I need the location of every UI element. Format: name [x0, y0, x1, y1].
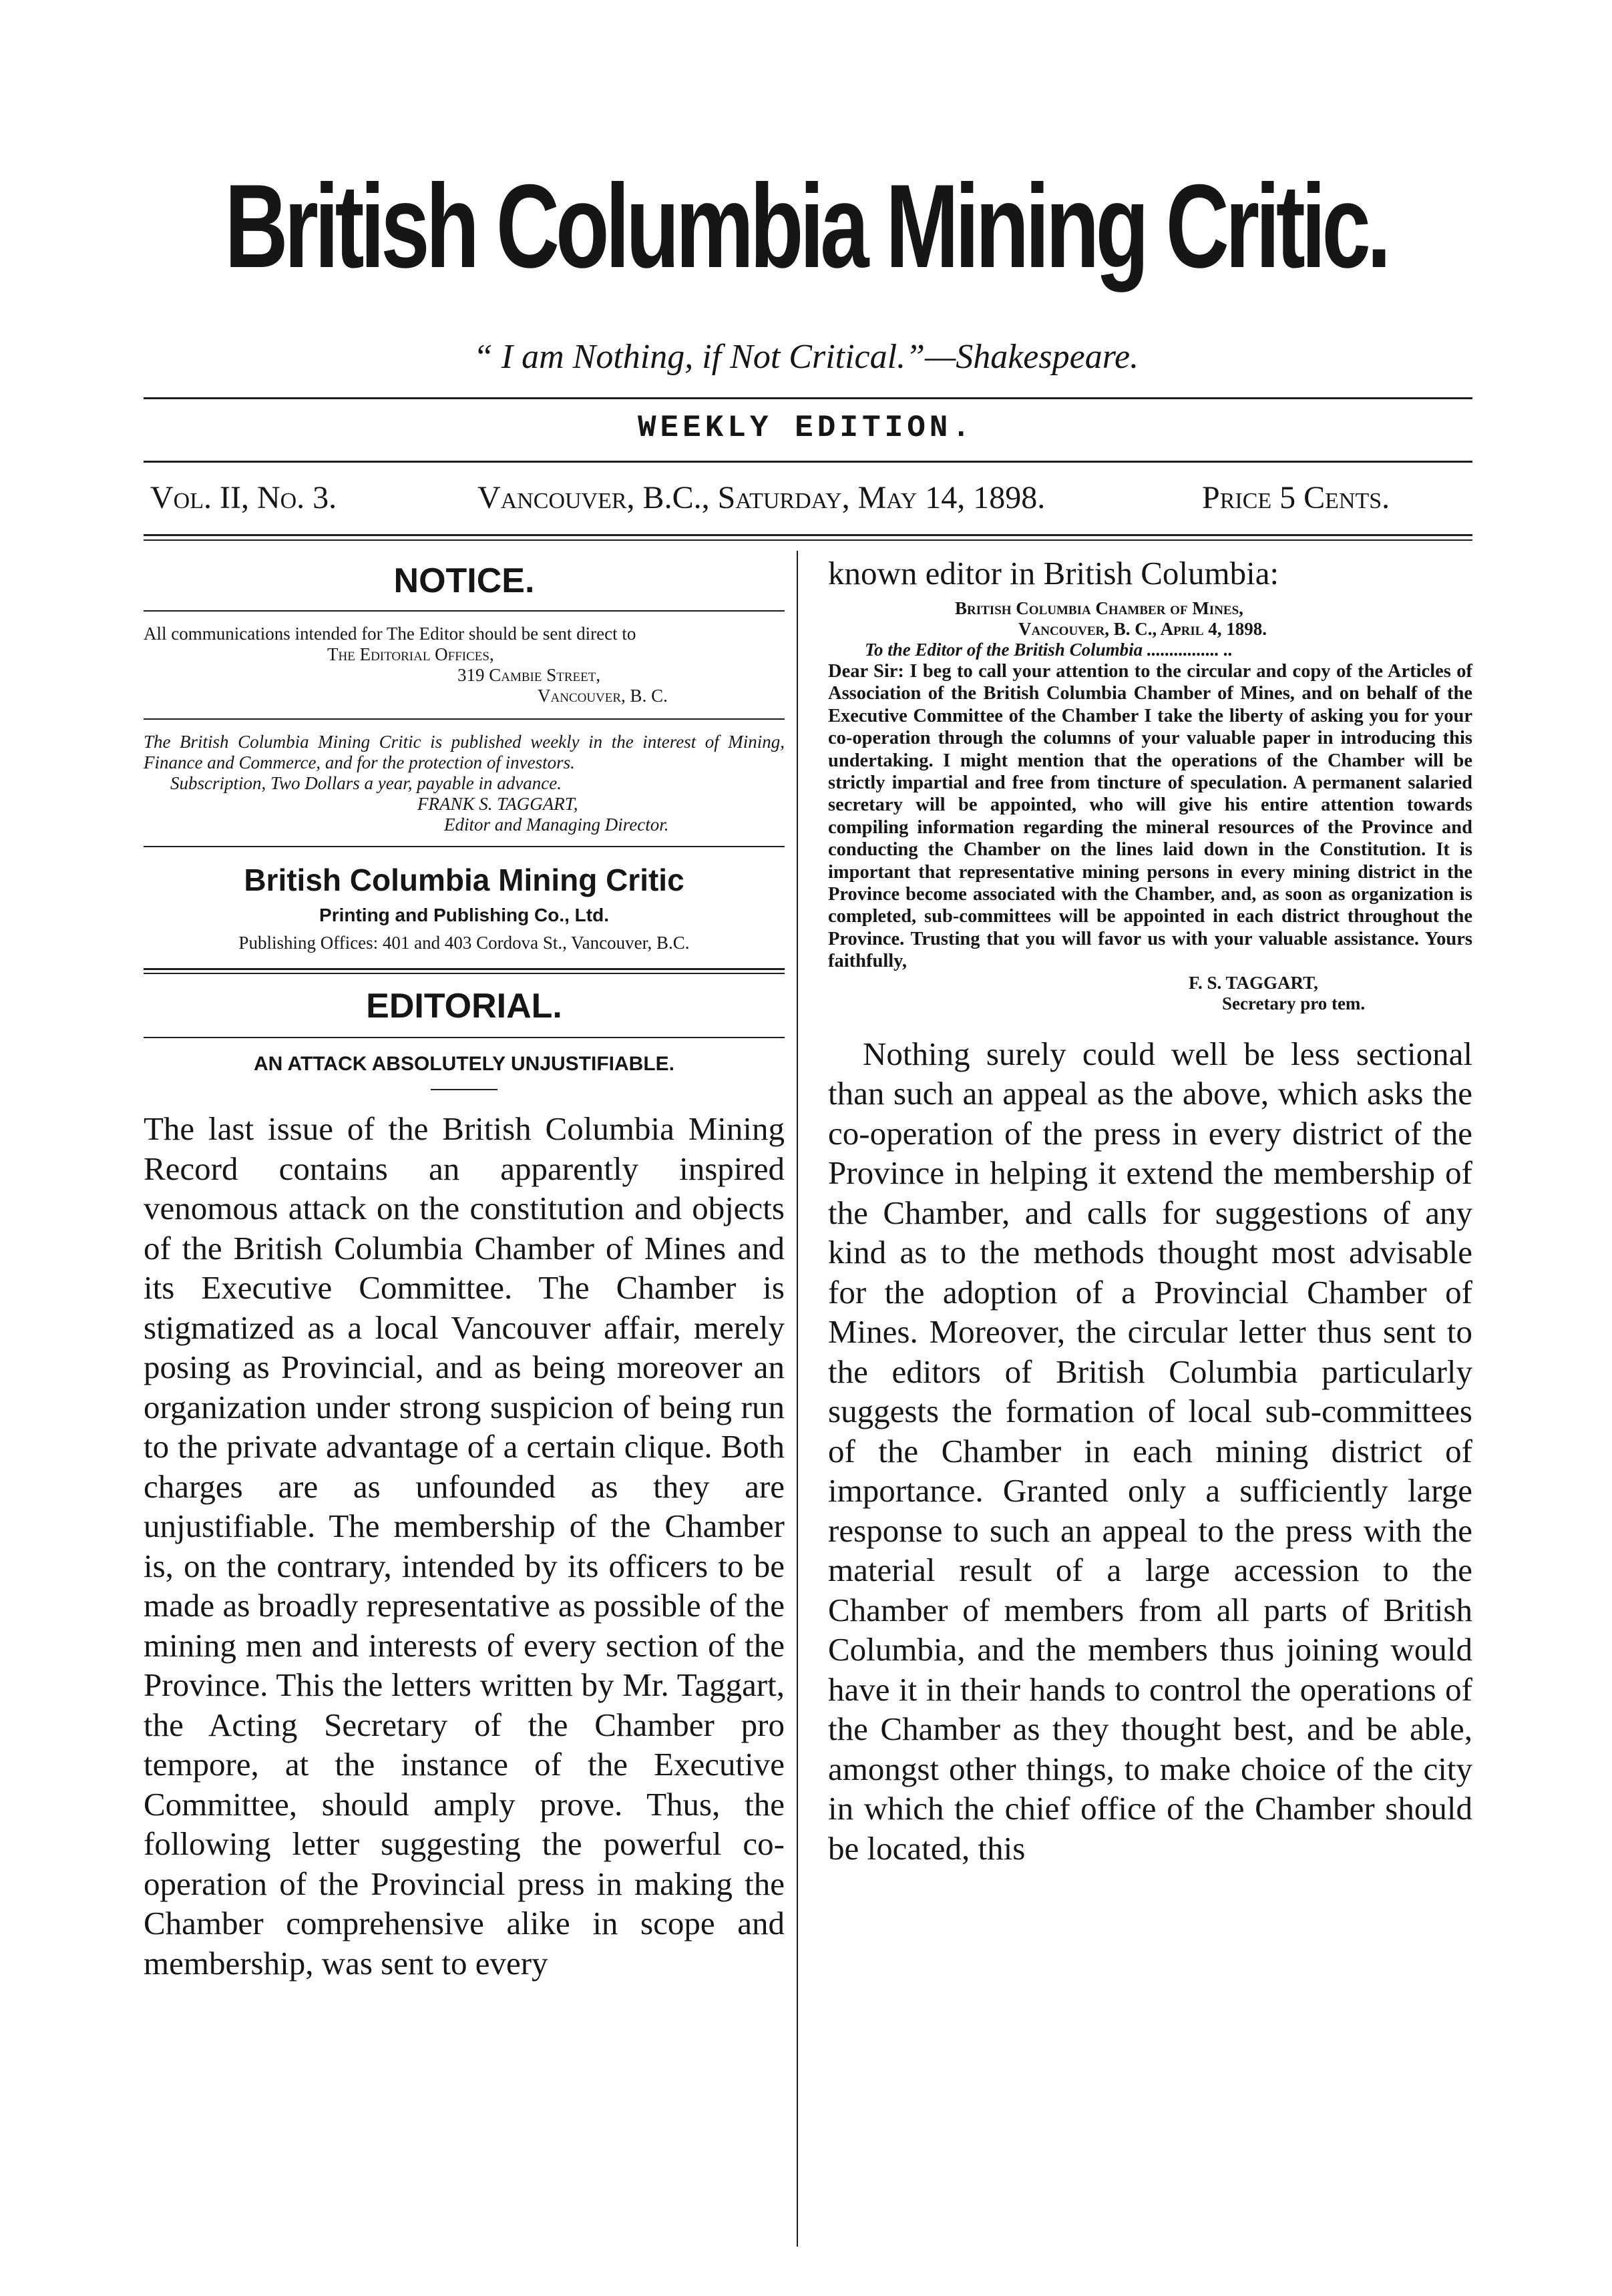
motto: “ I am Nothing, if Not Critical.”—Shakespeare. [473, 338, 1139, 376]
letter-address-2: Vancouver, B. C., April 4, 1898. [1018, 619, 1267, 639]
masthead-title: British Columbia Mining Critic. [224, 160, 1388, 292]
editor-title: Editor and Managing Director. [444, 815, 669, 835]
rule-publisher [144, 846, 785, 847]
notice-line: All communications intended for The Editor should be sent direct to [144, 624, 636, 644]
rule-edition [144, 461, 1472, 463]
letter-signature-title: Secretary pro tem. [1222, 993, 1366, 1013]
edition-label: WEEKLY EDITION. [637, 411, 975, 445]
price: Price 5 Cents. [1202, 480, 1390, 515]
notice-address-2: 319 Cambie Street, [457, 665, 601, 685]
rule-short [431, 1089, 497, 1090]
letter-address-1: British Columbia Chamber of Mines, [955, 598, 1243, 618]
letter-body: Dear Sir: I beg to call your attention to the circular and copy of the Articles of Association of the British Columbia Chamber of Mines, and on behalf of the Executive Committee of the Chamber I take the liberty of asking you for your co-operation through the columns of your valuable paper in introducing this undertaking. I might mention that the operations of the Chamber will be strictly impartial and free from tincture of speculation. A permanent salaried secretary will be appointed, who will give his entire attention towards compiling information regarding the mineral resources of the Province and conducting the Chamber on the lines laid down in the Constitution. It is important that representative mining persons in every mining district in the Province become associated with the Chamber, and, as soon as organization is completed, sub-committees will be appointed in each district throughout the Province. Trusting that you will favor us with your valuable assistance. Yours faithfully, [828, 661, 1472, 972]
publisher-company: Printing and Publishing Co., Ltd. [319, 905, 609, 925]
publisher-name: British Columbia Mining Critic [244, 863, 684, 897]
rule-editorial-3 [144, 1037, 785, 1038]
subscription: Subscription, Two Dollars a year, payable in advance. [170, 773, 562, 793]
notice-address-1: The Editorial Offices, [327, 644, 494, 664]
editorial-heading: EDITORIAL. [366, 987, 562, 1025]
rule-dateline-1 [144, 534, 1472, 536]
notice-heading: NOTICE. [393, 561, 535, 600]
rule-dateline-2 [144, 539, 1472, 541]
letter-signature: F. S. TAGGART, [1189, 972, 1318, 993]
left-column [144, 547, 785, 1983]
rule-top [144, 397, 1472, 399]
publication-statement: The British Columbia Mining Critic is published weekly in the interest of Mining, Finance and Commerce, and for the protection of investors. [144, 732, 785, 772]
rule-notice [144, 610, 785, 612]
editorial-subheading: AN ATTACK ABSOLUTELY UNJUSTIFIABLE. [253, 1053, 674, 1075]
right-column [828, 554, 1472, 1868]
volume-number: Vol. II, No. 3. [150, 480, 337, 515]
publisher-offices: Publishing Offices: 401 and 403 Cordova St., Vancouver, B.C. [238, 933, 690, 953]
letter-salutation: To the Editor of the British Columbia ................ .. [865, 640, 1233, 660]
column-divider [797, 551, 798, 2247]
editor-name: FRANK S. TAGGART, [417, 794, 578, 814]
rule-notice-2 [144, 718, 785, 720]
place-date: Vancouver, B.C., Saturday, May 14, 1898. [477, 480, 1046, 515]
notice-address-3: Vancouver, B. C. [538, 686, 668, 706]
editorial-paragraph [144, 1109, 785, 1983]
continuation-line: known editor in British Columbia: [828, 555, 1279, 592]
right-paragraph-text: Nothing surely could well be less sectional than such an appeal as the above, which asks the co-operation of the press in every district of the Province in helping it extend the membership of the Chamber, and calls for suggestions of any kind as to the methods thought most advisable for the adoption of a Provincial Chamber of Mines. Moreover, the circular letter thus sent to the editors of British Columbia particularly suggests the formation of local sub-committees of the Chamber in each mining district of importance. Granted only a sufficiently large response to such an appeal to the press with the material result of a large accession to the Chamber of members from all parts of British Columbia, and the members thus joining would have it in their hands to control the operations of the Chamber as they thought best, and be able, amongst other things, to make choice of the city in which the chief office of the Chamber should be located, this [828, 1035, 1472, 1867]
right-paragraph [828, 1034, 1472, 1869]
editorial-paragraph-text: The last issue of the British Columbia Mining Record contains an apparently inspired venomous attack on the constitution and objects of the British Columbia Chamber of Mines and its Executive Committee. The Chamber is stigmatized as a local Vancouver affair, merely posing as Provincial, and as being moreover an organization under strong suspicion of being run to the private advantage of a certain clique. Both charges are as unfounded as they are unjustifiable. The membership of the Chamber is, on the contrary, intended by its officers to be made as broadly representative as possible of the mining men and interests of every section of the Province. This the letters written by Mr. Taggart, the Acting Secretary of the Chamber pro tempore, at the instance of the Executive Committee, should amply prove. Thus, the following letter suggesting the powerful co-operation of the Provincial press in making the Chamber comprehensive alike in scope and membership, was sent to every [144, 1110, 785, 1982]
rule-editorial-1 [144, 968, 785, 970]
rule-editorial-2 [144, 973, 785, 974]
